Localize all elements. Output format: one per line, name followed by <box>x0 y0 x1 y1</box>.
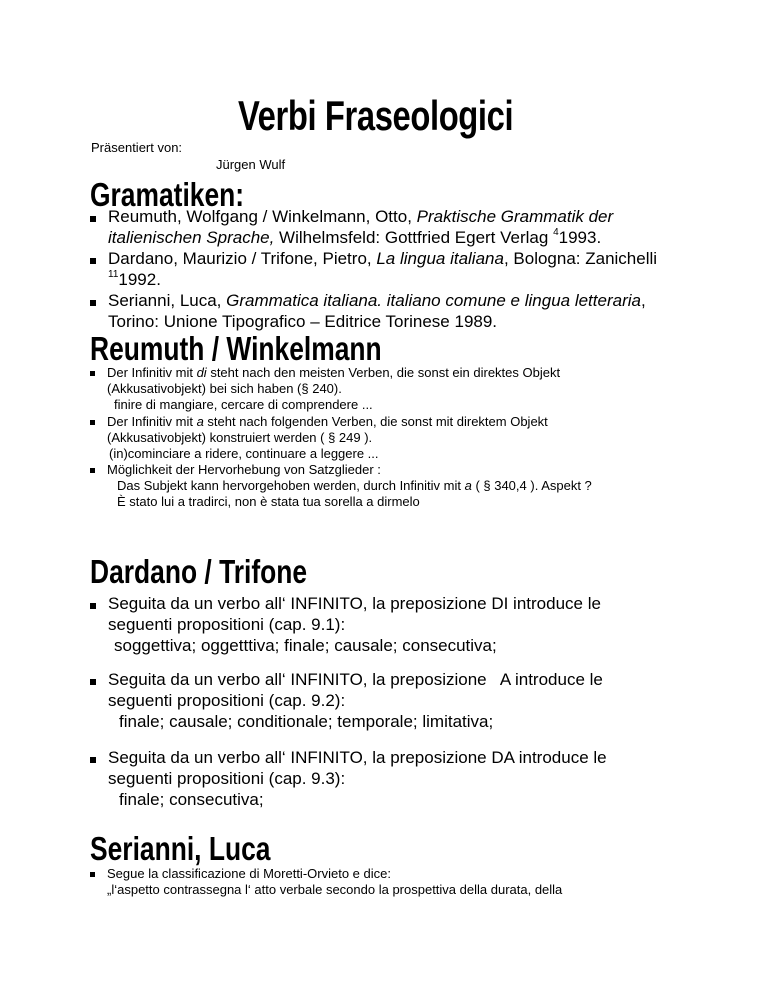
text-italic: Grammatica italiana. italiano comune e lingua letteraria <box>226 291 641 310</box>
presenter-name: Jürgen Wulf <box>216 157 286 172</box>
example: È stato lui a tradirci, non è stata tua sorella a dirmelo <box>117 494 420 509</box>
text-italic: di <box>196 365 207 380</box>
page-title: Verbi Fraseologici <box>238 92 514 139</box>
text: seguenti propositioni (cap. 9.3): <box>108 769 346 788</box>
text: Seguita da un verbo all‘ INFINITO, la preposizione DA introduce le <box>108 748 607 767</box>
text-italic: italienischen Sprache, <box>108 228 275 247</box>
text: , Bologna: Zanichelli <box>503 249 658 268</box>
example: finire di mangiare, cercare di comprendere ... <box>114 397 373 412</box>
bullet-icon <box>90 216 96 222</box>
text: soggettiva; oggetttiva; finale; causale; consecutiva; <box>114 636 497 655</box>
text: Der Infinitiv mit <box>107 414 197 429</box>
heading-gramatiken: Gramatiken: <box>90 176 245 213</box>
text: Wilhelmsfeld: Gottfried Egert Verlag <box>274 228 554 247</box>
text-italic: a <box>464 478 472 493</box>
text: Dardano, Maurizio / Trifone, Pietro, <box>108 249 377 268</box>
bullet-icon <box>90 757 96 763</box>
superscript: 11 <box>108 269 119 280</box>
heading-reumuth: Reumuth / Winkelmann <box>90 330 382 367</box>
text: seguenti propositioni (cap. 9.2): <box>108 691 346 710</box>
text: , <box>640 291 646 310</box>
example: (in)cominciare a ridere, continuare a leggere ... <box>109 446 379 461</box>
bullet-icon <box>90 300 96 306</box>
presenter-label: Präsentiert von: <box>91 140 183 155</box>
superscript: 4 <box>553 227 559 238</box>
text: 1992. <box>118 270 161 289</box>
text: Torino: Unione Tipografico – Editrice Torinese 1989. <box>108 312 498 331</box>
text: Seguita da un verbo all‘ INFINITO, la preposizione A introduce le <box>108 670 603 689</box>
text: Möglichkeit der Hervorhebung von Satzglieder : <box>107 462 381 477</box>
bullet-icon <box>90 872 95 877</box>
bullet-icon <box>90 258 96 264</box>
text-italic: a <box>196 414 204 429</box>
text: (Akkusativobjekt) bei sich haben (§ 240). <box>107 381 342 396</box>
text: seguenti propositioni (cap. 9.1): <box>108 615 346 634</box>
text: steht nach folgenden Verben, die sonst mit direktem Objekt <box>203 414 548 429</box>
text: Seguita da un verbo all‘ INFINITO, la preposizione DI introduce le <box>108 594 601 613</box>
text: Der Infinitiv mit <box>107 365 197 380</box>
text: Segue la classificazione di Moretti-Orvieto e dice: <box>107 866 391 881</box>
bullet-icon <box>90 420 95 425</box>
bullet-icon <box>90 679 96 685</box>
text-italic: La lingua italiana <box>376 249 504 268</box>
text: steht nach den meisten Verben, die sonst ein direktes Objekt <box>206 365 561 380</box>
text-italic: Praktische Grammatik der <box>416 207 614 226</box>
bullet-icon <box>90 371 95 376</box>
text: Das Subjekt kann hervorgehoben werden, durch Infinitiv mit <box>117 478 465 493</box>
bullet-icon <box>90 468 95 473</box>
text: finale; causale; conditionale; temporale; limitativa; <box>119 712 494 731</box>
heading-dardano: Dardano / Trifone <box>90 553 308 590</box>
text: finale; consecutiva; <box>119 790 264 809</box>
text: ( § 340,4 ). Aspekt ? <box>471 478 592 493</box>
text: 1993. <box>558 228 602 247</box>
text: „l‘aspetto contrassegna l‘ atto verbale secondo la prospettiva della durata, della <box>107 882 563 897</box>
bullet-icon <box>90 603 96 609</box>
heading-serianni: Serianni, Luca <box>90 830 271 867</box>
text: Reumuth, Wolfgang / Winkelmann, Otto, <box>108 207 417 226</box>
text: (Akkusativobjekt) konstruiert werden ( § 249 ). <box>107 430 373 445</box>
text: Serianni, Luca, <box>108 291 227 310</box>
